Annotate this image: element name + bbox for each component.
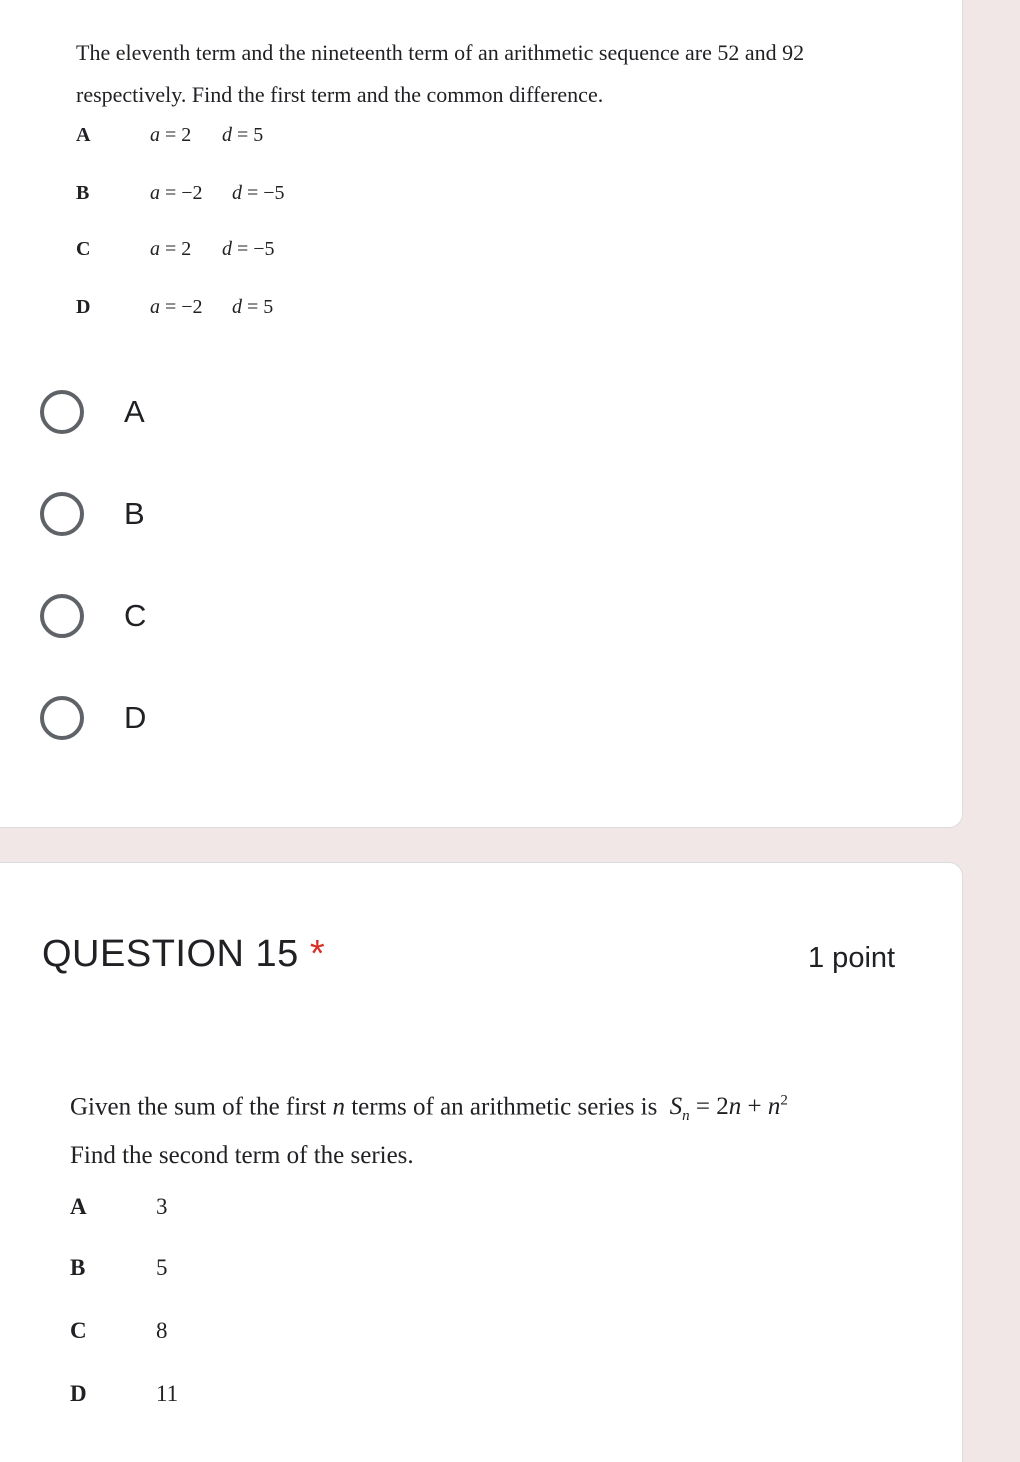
radio-circle-icon[interactable] xyxy=(40,696,84,740)
option-letter: D xyxy=(76,296,91,318)
required-asterisk: * xyxy=(309,933,326,975)
option-letter: C xyxy=(76,238,91,260)
radio-circle-icon[interactable] xyxy=(40,390,84,434)
option-d-value: d = −5 xyxy=(222,238,275,260)
formula: $S_n = 2n + n^2$ xyxy=(669,1093,788,1125)
option-d-value: d = 5 xyxy=(222,124,264,146)
question-prompt-line-2: respectively. Find the first term and the common difference. xyxy=(76,82,604,107)
option-value: 8 xyxy=(156,1318,168,1343)
radio-circle-icon[interactable] xyxy=(40,492,84,536)
option-letter: B xyxy=(70,1255,86,1280)
option-letter: A xyxy=(70,1194,87,1219)
option-value: 11 xyxy=(156,1381,179,1406)
radio-label: C xyxy=(124,598,147,633)
option-letter: D xyxy=(70,1381,87,1406)
question-prompt-line-2: Find the second term of the series. xyxy=(70,1142,414,1169)
radio-label: D xyxy=(124,700,147,735)
option-a-value: a = 2 xyxy=(150,238,192,260)
option-a-value: a = −2 xyxy=(150,182,203,204)
option-letter: C xyxy=(70,1318,87,1343)
radio-circle-icon[interactable] xyxy=(40,594,84,638)
question-points: 1 point xyxy=(808,942,896,974)
radio-label: B xyxy=(124,496,145,531)
option-value: 3 xyxy=(156,1194,168,1219)
option-d-value: d = −5 xyxy=(232,182,285,204)
option-letter: B xyxy=(76,182,90,204)
question-prompt-line-1: Given the sum of the first n terms of an arithmetic series is $S_n = 2n + n^2$ xyxy=(70,1093,788,1125)
option-a-value: a = −2 xyxy=(150,296,203,318)
option-value: 5 xyxy=(156,1255,168,1280)
option-a-value: a = 2 xyxy=(150,124,192,146)
radio-label: A xyxy=(124,394,145,429)
option-d-value: d = 5 xyxy=(232,296,274,318)
question-prompt-line-1: The eleventh term and the nineteenth term of an arithmetic sequence are 52 and 92 xyxy=(76,40,805,65)
option-letter: A xyxy=(76,124,91,146)
question-title: QUESTION 15 * xyxy=(42,933,326,975)
